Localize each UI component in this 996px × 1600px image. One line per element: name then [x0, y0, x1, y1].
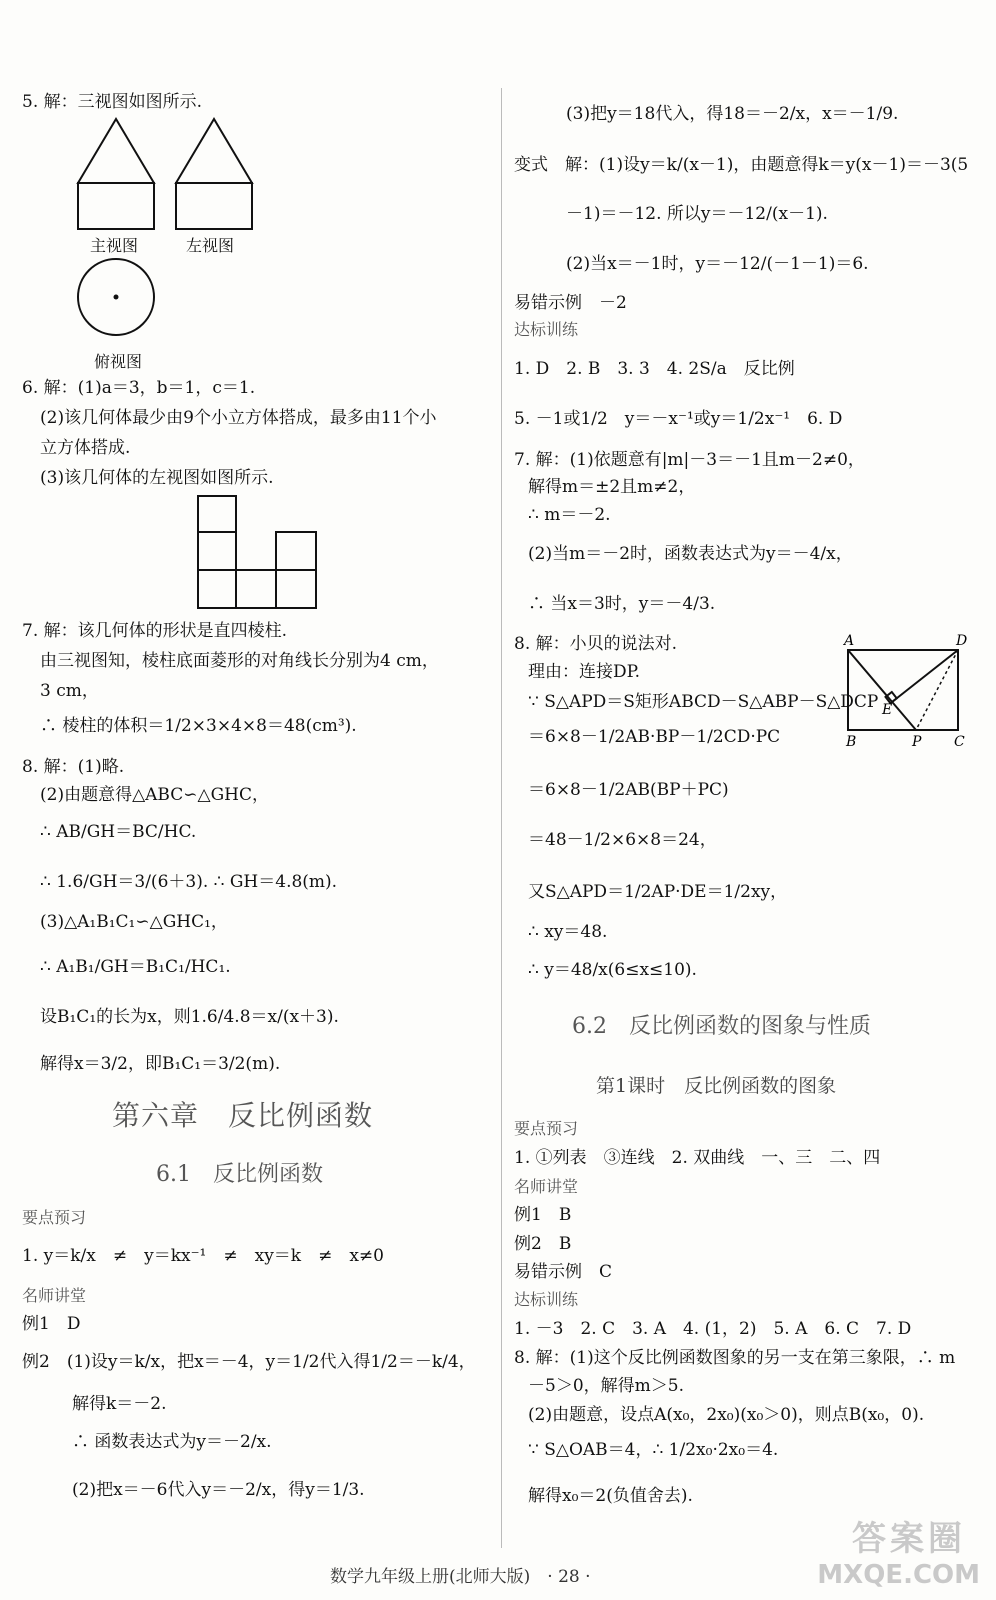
page-footer: 数学九年级上册(北师大版) · 28 ·	[330, 1567, 591, 1587]
text-line: 解得m＝±2且m≠2，	[528, 477, 696, 497]
text-line: (3)该几何体的左视图如图所示.	[40, 468, 274, 488]
text-line: ∴ A₁B₁/GH＝B₁C₁/HC₁.	[40, 957, 231, 977]
watermark-logo: 答案圈	[852, 1519, 966, 1559]
text-line: 解得k＝－2.	[72, 1394, 167, 1414]
text-line: ∴ 函数表达式为y＝－2/x.	[72, 1432, 272, 1452]
lesson-title: 第1课时 反比例函数的图象	[596, 1075, 837, 1097]
text-line: 5. 解：三视图如图所示.	[22, 92, 203, 112]
text-line: 6. 解：(1)a＝3，b＝1，c＝1.	[22, 378, 256, 398]
subsection-heading: 达标训练	[514, 320, 579, 339]
watermark-url: MXQE.COM	[817, 1560, 980, 1590]
text-line: 解得x＝3/2，即B₁C₁＝3/2(m).	[40, 1054, 281, 1074]
text-line: ∴ 棱柱的体积＝1/2×3×4×8＝48(cm³).	[40, 716, 357, 736]
point-label-a: A	[844, 633, 855, 649]
text-line: ∴ 1.6/GH＝3/(6＋3). ∴ GH＝4.8(m).	[40, 872, 338, 892]
text-line: 1. D 2. B 3. 3 4. 2S/a 反比例	[514, 359, 795, 379]
text-line: ＝6×8－1/2AB·BP－1/2CD·PC	[528, 727, 781, 747]
text-line: (2)由题意得△ABC∽△GHC，	[40, 785, 269, 805]
text-line: 例2 (1)设y＝k/x，把x＝－4，y＝1/2代入得1/2＝－k/4，	[22, 1352, 476, 1372]
text-line: 例1 B	[514, 1205, 572, 1225]
text-line: 易错示例 －2	[514, 293, 627, 313]
text-line: ∵ S△APD＝S矩形ABCD－S△ABP－S△DCP	[528, 692, 879, 712]
text-line: 变式 解：(1)设y＝k/(x－1)，由题意得k＝y(x－1)＝－3(5	[514, 155, 969, 175]
text-line: －5＞0，解得m＞5.	[528, 1376, 684, 1396]
front-view-label: 主视图	[90, 236, 139, 255]
subsection-heading: 名师讲堂	[514, 1177, 579, 1196]
text-line: (2)把x＝－6代入y＝－2/x，得y＝1/3.	[72, 1480, 365, 1500]
section-title: 6.2 反比例函数的图象与性质	[572, 1014, 871, 1039]
side-view-label: 左视图	[186, 236, 235, 255]
text-line: 例2 B	[514, 1234, 572, 1254]
text-line: 解得x₀＝2(负值舍去).	[528, 1486, 693, 1506]
text-line: 1. y＝k/x ≠ y＝kx⁻¹ ≠ xy＝k ≠ x≠0	[22, 1246, 384, 1266]
text-line: ∵ S△OAB＝4，∴ 1/2x₀·2x₀＝4.	[528, 1440, 779, 1460]
text-line: (2)该几何体最少由9个小立方体搭成，最多由11个小	[40, 408, 437, 428]
rectangle-abcd-figure	[836, 632, 986, 750]
text-line: ＝6×8－1/2AB(BP＋PC)	[528, 780, 729, 800]
text-line: 7. 解：该几何体的形状是直四棱柱.	[22, 621, 288, 641]
text-line: ∴ 当x＝3时，y＝－4/3.	[528, 594, 716, 614]
text-line: 立方体搭成.	[40, 438, 131, 458]
text-line: 1. －3 2. C 3. A 4. (1，2) 5. A 6. C 7. D	[514, 1319, 912, 1339]
text-line: 5. －1或1/2 y＝－x⁻¹或y＝1/2x⁻¹ 6. D	[514, 409, 843, 429]
text-line: 8. 解：小贝的说法对.	[514, 634, 678, 654]
section-title: 6.1 反比例函数	[156, 1162, 323, 1187]
text-line: 8. 解：(1)这个反比例函数图象的另一支在第三象限，∴ m	[514, 1348, 956, 1368]
text-line: (3)△A₁B₁C₁∽△GHC₁，	[40, 912, 228, 932]
text-line: ∴ m＝－2.	[528, 505, 611, 525]
text-line: 8. 解：(1)略.	[22, 757, 125, 777]
text-line: 理由：连接DP.	[528, 662, 641, 682]
text-line: (2)当m＝－2时，函数表达式为y＝－4/x，	[528, 544, 853, 564]
text-line: 设B₁C₁的长为x，则1.6/4.8＝x/(x＋3).	[40, 1007, 339, 1027]
text-line: (2)当x＝－1时，y＝－12/(－1－1)＝6.	[566, 254, 869, 274]
point-label-p: P	[912, 734, 922, 750]
top-view-label: 俯视图	[94, 352, 143, 371]
text-line: 又S△APD＝1/2AP·DE＝1/2xy，	[528, 882, 788, 902]
text-line: ＝48－1/2×6×8＝24，	[528, 830, 717, 850]
text-line: ∴ y＝48/x(6≤x≤10).	[528, 960, 697, 980]
text-line: (2)由题意，设点A(x₀，2x₀)(x₀＞0)，则点B(x₀，0).	[528, 1405, 925, 1425]
text-line: 1. ①列表 ③连线 2. 双曲线 一、三 二、四	[514, 1148, 881, 1168]
chapter-title: 第六章 反比例函数	[112, 1099, 374, 1132]
point-label-d: D	[956, 633, 968, 649]
text-line: 7. 解：(1)依题意有|m|－3＝－1且m－2≠0，	[514, 450, 865, 470]
text-line: 由三视图知，棱柱底面菱形的对角线长分别为4 cm，	[40, 651, 439, 671]
text-line: 例1 D	[22, 1314, 81, 1334]
subsection-heading: 要点预习	[22, 1208, 87, 1227]
text-line: －1)＝－12. 所以y＝－12/(x－1).	[566, 204, 828, 224]
point-label-b: B	[846, 734, 857, 750]
text-line: ∴ AB/GH＝BC/HC.	[40, 822, 197, 842]
column-divider	[501, 88, 502, 1548]
text-line: (3)把y＝18代入，得18＝－2/x，x＝－1/9.	[566, 104, 899, 124]
point-label-e: E	[882, 702, 893, 718]
text-line: ∴ xy＝48.	[528, 922, 608, 942]
point-label-c: C	[954, 734, 965, 750]
subsection-heading: 名师讲堂	[22, 1286, 87, 1305]
text-line: 3 cm，	[40, 681, 99, 701]
left-view-figure	[196, 494, 320, 610]
text-line: 易错示例 C	[514, 1262, 613, 1282]
subsection-heading: 达标训练	[514, 1290, 579, 1309]
subsection-heading: 要点预习	[514, 1119, 579, 1138]
